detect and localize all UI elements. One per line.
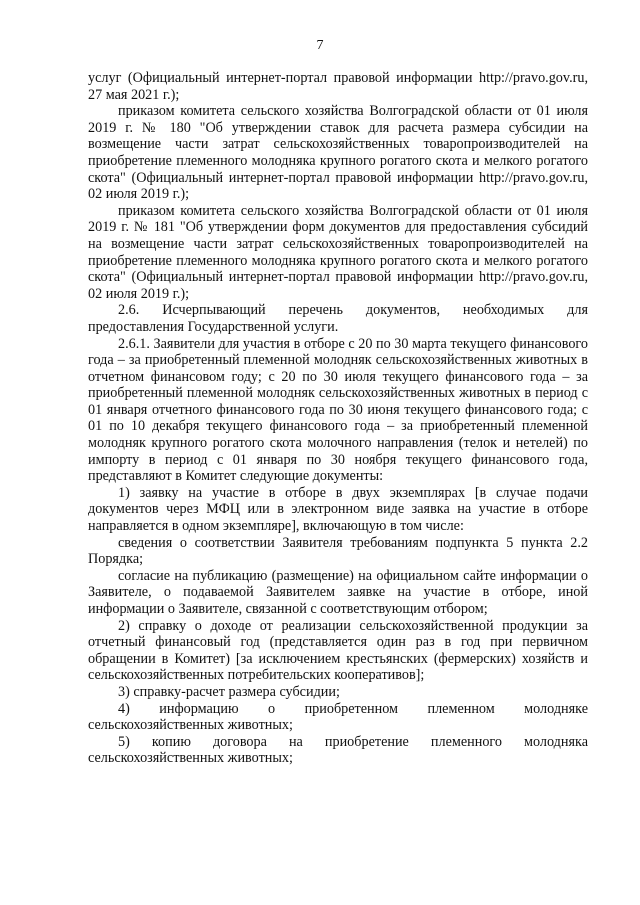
paragraph-section-2-6-1: 2.6.1. Заявители для участия в отборе с 20 по 30 марта текущего финансового года – за приобретенный племенной молодняк сельскохозяйственных животных в отчетном финансовом году; с 20 по 30 июля текущего финансового года – за приобретенный племенной молодняк сельскохозяйственных животных в период с 01 января отчетного финансового года по 30 июня текущего финансового года; с 01 по 10 декабря текущего финансового года – за приобретенный племенной молодняк крупного рогатого скота молочного направления (телок и нетелей) по импорту в период с 01 января по 30 ноября текущего финансового года, представляют в Комитет следующие документы: — [88, 335, 588, 485]
list-item-subsidy-calculation: 3) справку-расчет размера субсидии; — [118, 683, 340, 700]
list-item-livestock-info: 4) информацию о приобретенном племенном молодняке сельскохозяйственных животных; — [88, 700, 588, 734]
document-body — [88, 70, 588, 767]
list-item-purchase-contract: 5) копию договора на приобретение племенного молодняка сельскохозяйственных животных; — [88, 733, 588, 767]
paragraph-services-reference: услуг (Официальный интернет-портал правовой информации http://pravo.gov.ru, 27 мая 2021 г.); — [88, 70, 588, 103]
paragraph-section-2-6: 2.6. Исчерпывающий перечень документов, необходимых для предоставления Государственной услуги. — [88, 302, 588, 335]
paragraph-order-181: приказом комитета сельского хозяйства Волгоградской области от 01 июля 2019 г. № 181 "Об утверждении форм документов для предоставления субсидий на возмещение части затрат сельскохозяйственных товаропроизводителей на приобретение племенного молодняка крупного рогатого скота и мелкого рогатого скота" (Официальный интернет-портал правовой информации http://pravo.gov.ru, 02 июля 2019 г.); — [88, 202, 588, 302]
list-subitem-publication-consent: согласие на публикацию (размещение) на официальном сайте информации о Заявителе, о подаваемой Заявителем заявке на участие в отборе, иной информации о Заявителе, связанной с соответствующим отбором; — [88, 567, 588, 617]
paragraph-order-180: приказом комитета сельского хозяйства Волгоградской области от 01 июля 2019 г. № 180 "Об утверждении ставок для расчета размера субсидии на возмещение части затрат сельскохозяйственных товаропроизводителей на приобретение племенного молодняка крупного рогатого скота и мелкого рогатого скота" (Официальный интернет-портал правовой информации http://pravo.gov.ru, 02 июля 2019 г.); — [88, 103, 588, 203]
list-subitem-compliance-info: сведения о соответствии Заявителя требованиям подпункта 5 пункта 2.2 Порядка; — [88, 534, 588, 568]
page-number: 7 — [316, 38, 324, 53]
list-item-application: 1) заявку на участие в отборе в двух экземплярах [в случае подачи документов через МФЦ или в электронном виде заявка на участие в отборе направляется в одном экземпляре], включающую в том числе: — [88, 484, 588, 535]
list-item-income-certificate: 2) справку о доходе от реализации сельскохозяйственной продукции за отчетный финансовый год (представляется один раз в год при первичном обращении в Комитет) [за исключением крестьянских (фермерских) хозяйств и сельскохозяйственных потребительских кооперативов]; — [88, 617, 588, 684]
